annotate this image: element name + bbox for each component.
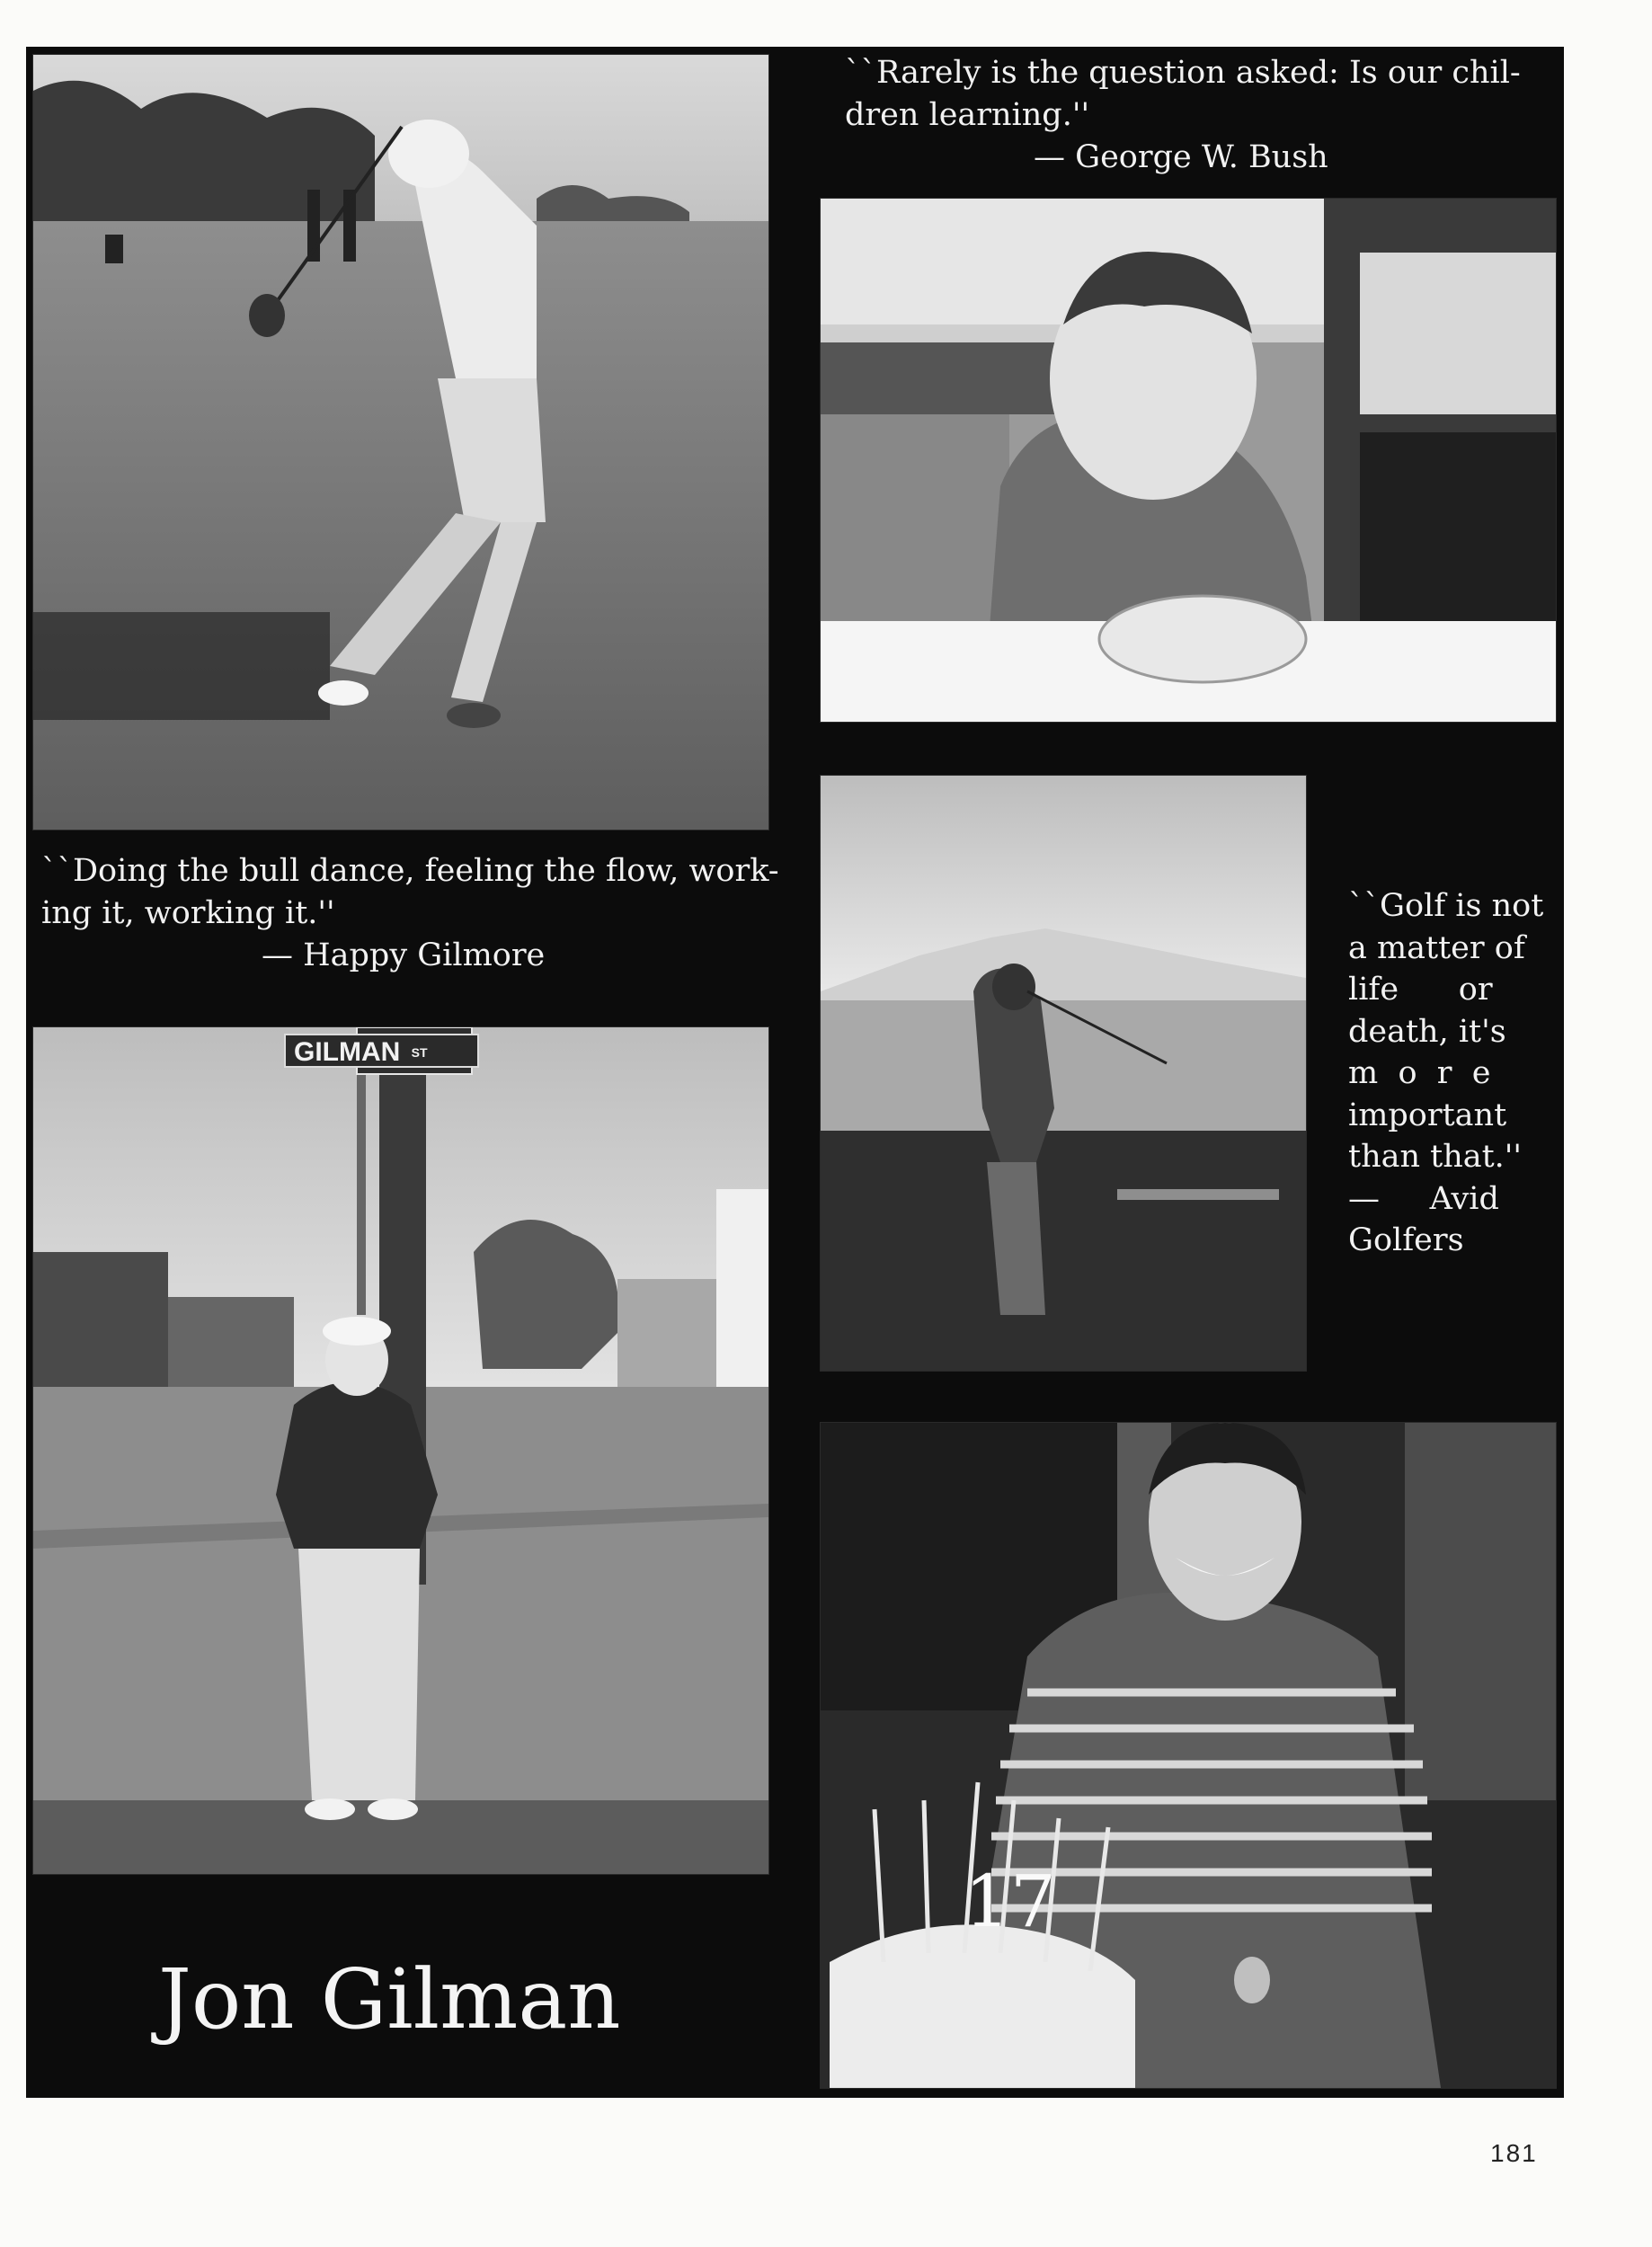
quote-golf-line-4: death, it's bbox=[1348, 1013, 1506, 1050]
photo-birthday bbox=[820, 1422, 1557, 2089]
photo-golf-swing bbox=[32, 54, 769, 830]
cake-number: 17 bbox=[964, 1860, 1056, 1943]
quote-golf-line-5: m o r e bbox=[1348, 1055, 1491, 1091]
quote-bush-attribution: — George W. Bush bbox=[1034, 139, 1328, 175]
quote-gilmore bbox=[41, 850, 787, 977]
photo-golf-coast bbox=[820, 775, 1307, 1372]
quote-golf-line-3: life or bbox=[1348, 972, 1493, 1008]
quote-gilmore-line-2: ing it, working it.'' bbox=[41, 895, 335, 931]
page-number: 181 bbox=[1490, 2139, 1538, 2167]
street-sign-suffix: ST bbox=[411, 1045, 428, 1060]
street-sign-name: GILMAN bbox=[294, 1037, 401, 1067]
quote-golf-line-7: than that.'' bbox=[1348, 1139, 1523, 1175]
street-sign bbox=[285, 1036, 478, 1069]
birthday-image bbox=[821, 1423, 1556, 2088]
street-sign-image bbox=[33, 1027, 768, 1874]
quote-gilmore-line-1: ``Doing the bull dance, feeling the flow, work- bbox=[41, 853, 779, 889]
quote-golf-line-2: a matter of bbox=[1348, 929, 1525, 966]
photo-child bbox=[820, 198, 1557, 723]
quote-golf-line-1: ``Golf is not bbox=[1348, 888, 1544, 924]
photo-street-sign bbox=[32, 1026, 769, 1875]
quote-bush-line-2: dren learning.'' bbox=[845, 97, 1090, 133]
golf-swing-image bbox=[33, 55, 768, 830]
quote-golf-line-9: Golfers bbox=[1348, 1222, 1464, 1258]
quote-bush bbox=[845, 52, 1546, 179]
student-name: Jon Gilman bbox=[158, 1951, 621, 2047]
quote-golf-line-6: important bbox=[1348, 1097, 1507, 1133]
child-image bbox=[821, 199, 1556, 722]
quote-golf-line-8: — Avid bbox=[1348, 1180, 1499, 1217]
golf-coast-image bbox=[821, 776, 1306, 1371]
quote-golf bbox=[1348, 885, 1555, 1262]
quote-gilmore-attribution: — Happy Gilmore bbox=[262, 937, 546, 973]
quote-bush-line-1: ``Rarely is the question asked: Is our chil- bbox=[845, 55, 1521, 91]
